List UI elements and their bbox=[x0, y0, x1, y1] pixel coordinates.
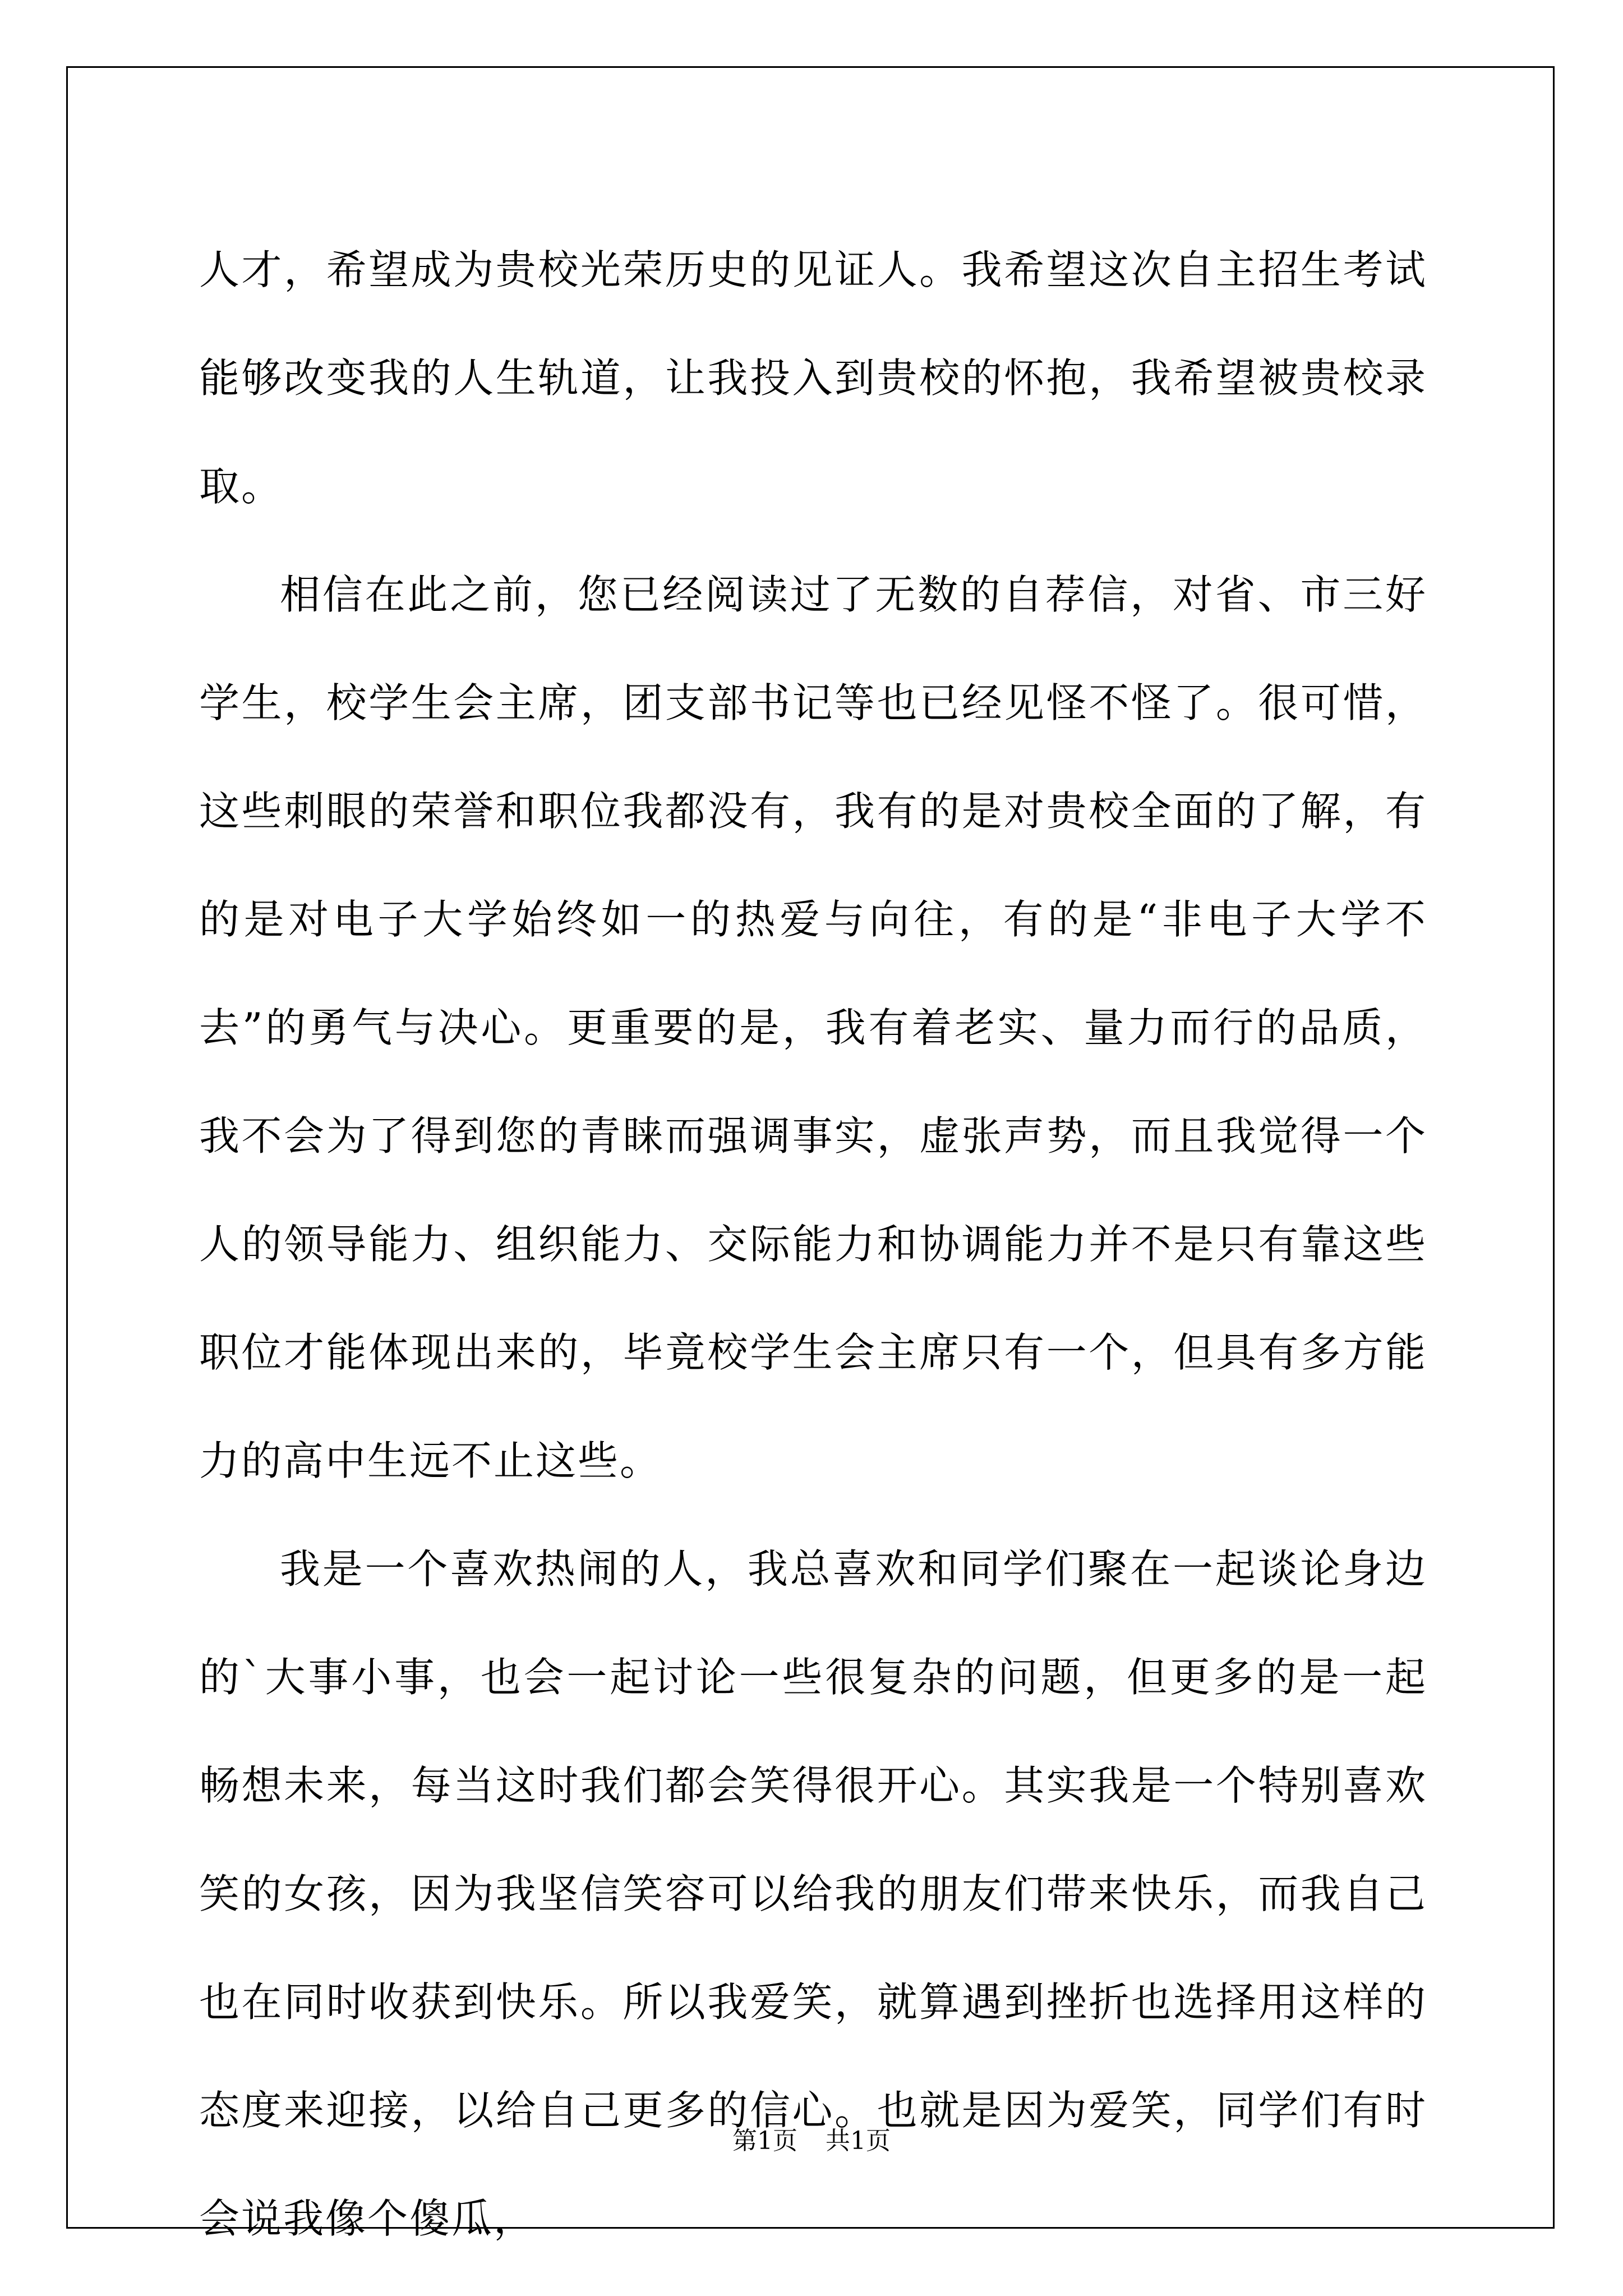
paragraph-1: 人才，希望成为贵校光荣历史的见证人。我希望这次自主招生考试能够改变我的人生轨道，让我投入到贵校的怀抱，我希望被贵校录取。 bbox=[199, 246, 1427, 510]
page-number-total: 共1页 bbox=[826, 2127, 891, 2155]
paragraph-3: 我是一个喜欢热闹的人，我总喜欢和同学们聚在一起谈论身边的`大事小事，也会一起讨论一些很复杂的问题，但更多的是一起畅想未来，每当这时我们都会笑得很开心。其实我是一个特别喜欢笑的女孩，因为我坚信笑容可以给我的朋友们带来快乐，而我自己也在同时收获到快乐。所以我爱笑，就算遇到挫折也选择用这样的态度来迎接，以给自己更多的信心。也就是因为爱笑，同学们有时会说我像个傻瓜， bbox=[199, 1545, 1427, 2242]
document-body bbox=[199, 216, 1427, 2273]
page-footer bbox=[0, 2120, 1623, 2156]
paragraph-2: 相信在此之前，您已经阅读过了无数的自荐信，对省、市三好学生，校学生会主席，团支部书记等也已经见怪不怪了。很可惜，这些刺眼的荣誉和职位我都没有，我有的是对贵校全面的了解，有的是对电子大学始终如一的热爱与向往，有的是“非电子大学不去”的勇气与决心。更重要的是，我有着老实、量力而行的品质，我不会为了得到您的青睐而强调事实，虚张声势，而且我觉得一个人的领导能力、组织能力、交际能力和协调能力并不是只有靠这些职位才能体现出来的，毕竟校学生会主席只有一个，但具有多方能力的高中生远不止这些。 bbox=[199, 571, 1427, 1484]
page-number-current: 第1页 bbox=[732, 2127, 797, 2155]
